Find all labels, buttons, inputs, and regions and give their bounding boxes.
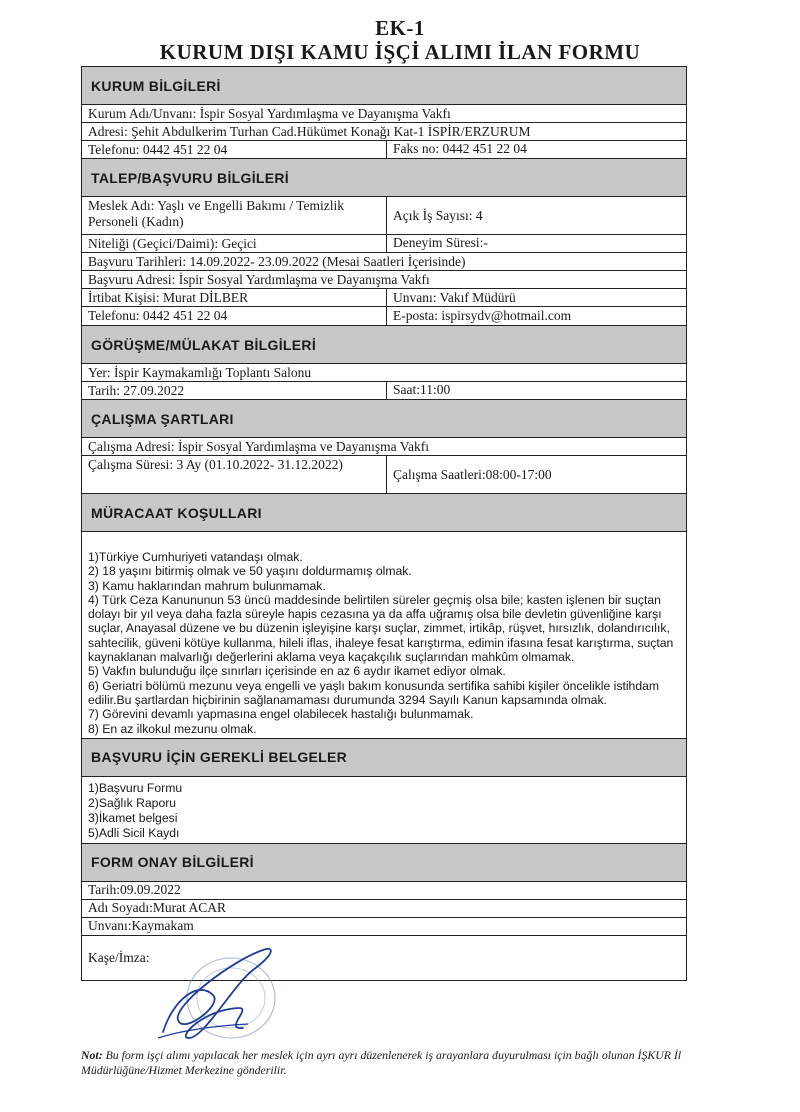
condition-item: 4) Türk Ceza Kanununun 53 üncü maddesinde belirtilen süreler geçmiş olsa bile; kasten işlenen bir suçtan dolayı bir yıl veya daha fazla süreyle hapis cezasına ya da affa uğramış olsa bile devletin güvenliğine karşı suçlar, Anayasal düzene ve bu düzenin işleyişine karşı suçlar, zimmet, irtikâp, rüşvet, hırsızlık, dolandırıcılık, sahtecilik, güveni kötüye kullanma, hileli iflas, ihaleye fesat karıştırma, edimin ifasına fesat karıştırma, suçtan kaynaklanan malvarlığı değerlerini aklama veya kaçakçılık suçlarından mahkûm olmamak. <box>88 592 674 665</box>
conditions-list <box>82 532 686 739</box>
contact-person: İrtibat Kişisi: Murat DİLBER <box>82 289 387 306</box>
row-kurum-name <box>82 105 686 123</box>
row-profession <box>82 197 686 235</box>
row-contact <box>82 289 686 307</box>
section-kurum-heading: KURUM BİLGİLERİ <box>82 67 686 105</box>
nature: Niteliği (Geçici/Daimi): Geçici <box>82 235 387 252</box>
row-kurum-address <box>82 123 686 141</box>
signature-underline <box>158 1024 248 1038</box>
approval-title: Unvanı:Kaymakam <box>88 918 194 934</box>
interview-date: Tarih: 27.09.2022 <box>82 382 387 399</box>
interview-time: Saat:11:00 <box>393 382 451 397</box>
row-dates <box>82 253 686 271</box>
section-calisma-heading: ÇALIŞMA ŞARTLARI <box>82 400 686 438</box>
condition-item: 6) Geriatri bölümü mezunu veya engelli ve yaşlı bakım konusunda sertifika sahibi kişiler öncelikle istihdam edilir.Bu şartlardan hiçbirinin sağlanamaması durumunda 3294 Sayılı Kanun kapsamında olmak. <box>88 678 660 707</box>
row-work-address <box>82 438 686 456</box>
footer-note <box>81 1048 691 1078</box>
profession: Meslek Adı: Yaşlı ve Engelli Bakımı / Temizlik Personeli (Kadın) <box>82 197 387 234</box>
kurum-phone: Telefonu: 0442 451 22 04 <box>82 141 387 158</box>
row-work-duration <box>82 456 686 494</box>
kurum-fax: Faks no: 0442 451 22 04 <box>393 141 527 156</box>
contact-phone: Telefonu: 0442 451 22 04 <box>82 307 387 325</box>
row-nature <box>82 235 686 253</box>
signature-field <box>82 936 686 980</box>
condition-item: 3) Kamu haklarından mahrum bulunmamak. <box>88 578 326 593</box>
contact-email: E-posta: ispirsydv@hotmail.com <box>393 308 572 323</box>
note-text: Bu form işçi alımı yapılacak her meslek için ayrı ayrı düzenlenerek iş arayanlara duyurulması için bağlı olunan İŞKUR İl Müdürlüğüne/Hizmet Merkezine gönderilir. <box>81 1048 682 1077</box>
row-interview-date <box>82 382 686 400</box>
condition-item: 2) 18 yaşını bitirmiş olmak ve 50 yaşını doldurmamış olmak. <box>88 564 412 579</box>
application-dates: Başvuru Tarihleri: 14.09.2022- 23.09.2022 (Mesai Saatleri İçerisinde) <box>88 253 466 269</box>
row-approval-date <box>82 882 686 900</box>
approval-name: Adı Soyadı:Murat ACAR <box>88 900 227 916</box>
section-muracaat-heading: MÜRACAAT KOŞULLARI <box>82 494 686 532</box>
note-label: Not: <box>81 1048 103 1062</box>
form-code: EK-1 <box>375 16 425 40</box>
kurum-address: Adresi: Şehit Abdulkerim Turhan Cad.Hükümet Konağı Kat-1 İSPİR/ERZURUM <box>88 123 531 139</box>
condition-item: 5) Vakfın bulunduğu ilçe sınırları içerisinde en az 6 aydır ikamet ediyor olmak. <box>88 664 506 679</box>
document-item: 3)İkamet belgesi <box>88 810 178 825</box>
openings: Açık İş Sayısı: 4 <box>393 207 483 223</box>
work-duration: Çalışma Süresi: 3 Ay (01.10.2022- 31.12.2022) <box>82 456 387 493</box>
section-talep-heading: TALEP/BAŞVURU BİLGİLERİ <box>82 159 686 197</box>
work-hours: Çalışma Saatleri:08:00-17:00 <box>393 466 552 482</box>
section-onay-heading: FORM ONAY BİLGİLERİ <box>82 844 686 882</box>
row-application-address <box>82 271 686 289</box>
condition-item: 1)Türkiye Cumhuriyeti vatandaşı olmak. <box>88 550 303 564</box>
signature-label: Kaşe/İmza: <box>88 949 150 965</box>
document-item: 5)Adli Sicil Kaydı <box>88 825 180 840</box>
form-title: KURUM DIŞI KAMU İŞÇİ ALIMI İLAN FORMU <box>159 40 641 64</box>
section-mulakat-heading: GÖRÜŞME/MÜLAKAT BİLGİLERİ <box>82 326 686 364</box>
interview-place: Yer: İspir Kaymakamlığı Toplantı Salonu <box>88 364 312 380</box>
experience: Deneyim Süresi:- <box>393 235 488 250</box>
document-item: 1)Başvuru Formu <box>88 780 183 795</box>
condition-item: 8) En az ilkokul mezunu olmak. <box>88 721 257 736</box>
section-belgeler-heading: BAŞVURU İÇİN GEREKLİ BELGELER <box>82 739 686 777</box>
documents-list <box>82 777 686 844</box>
row-approval-name <box>82 900 686 918</box>
application-address: Başvuru Adresi: İspir Sosyal Yardımlaşma ve Dayanışma Vakfı <box>88 271 430 287</box>
condition-item: 7) Görevini devamlı yapmasına engel olabilecek hastalığı bulunmamak. <box>88 707 474 722</box>
row-interview-place <box>82 364 686 382</box>
approval-date: Tarih:09.09.2022 <box>88 882 181 898</box>
document-item: 2)Sağlık Raporu <box>88 795 177 810</box>
row-kurum-phone <box>82 141 686 159</box>
row-approval-title <box>82 918 686 936</box>
kurum-name: Kurum Adı/Unvanı: İspir Sosyal Yardımlaşma ve Dayanışma Vakfı <box>88 105 451 121</box>
contact-title: Unvanı: Vakıf Müdürü <box>393 289 516 305</box>
work-address: Çalışma Adresi: İspir Sosyal Yardımlaşma ve Dayanışma Vakfı <box>88 438 429 454</box>
announcement-form <box>81 66 687 981</box>
row-contact-phone <box>82 307 686 326</box>
